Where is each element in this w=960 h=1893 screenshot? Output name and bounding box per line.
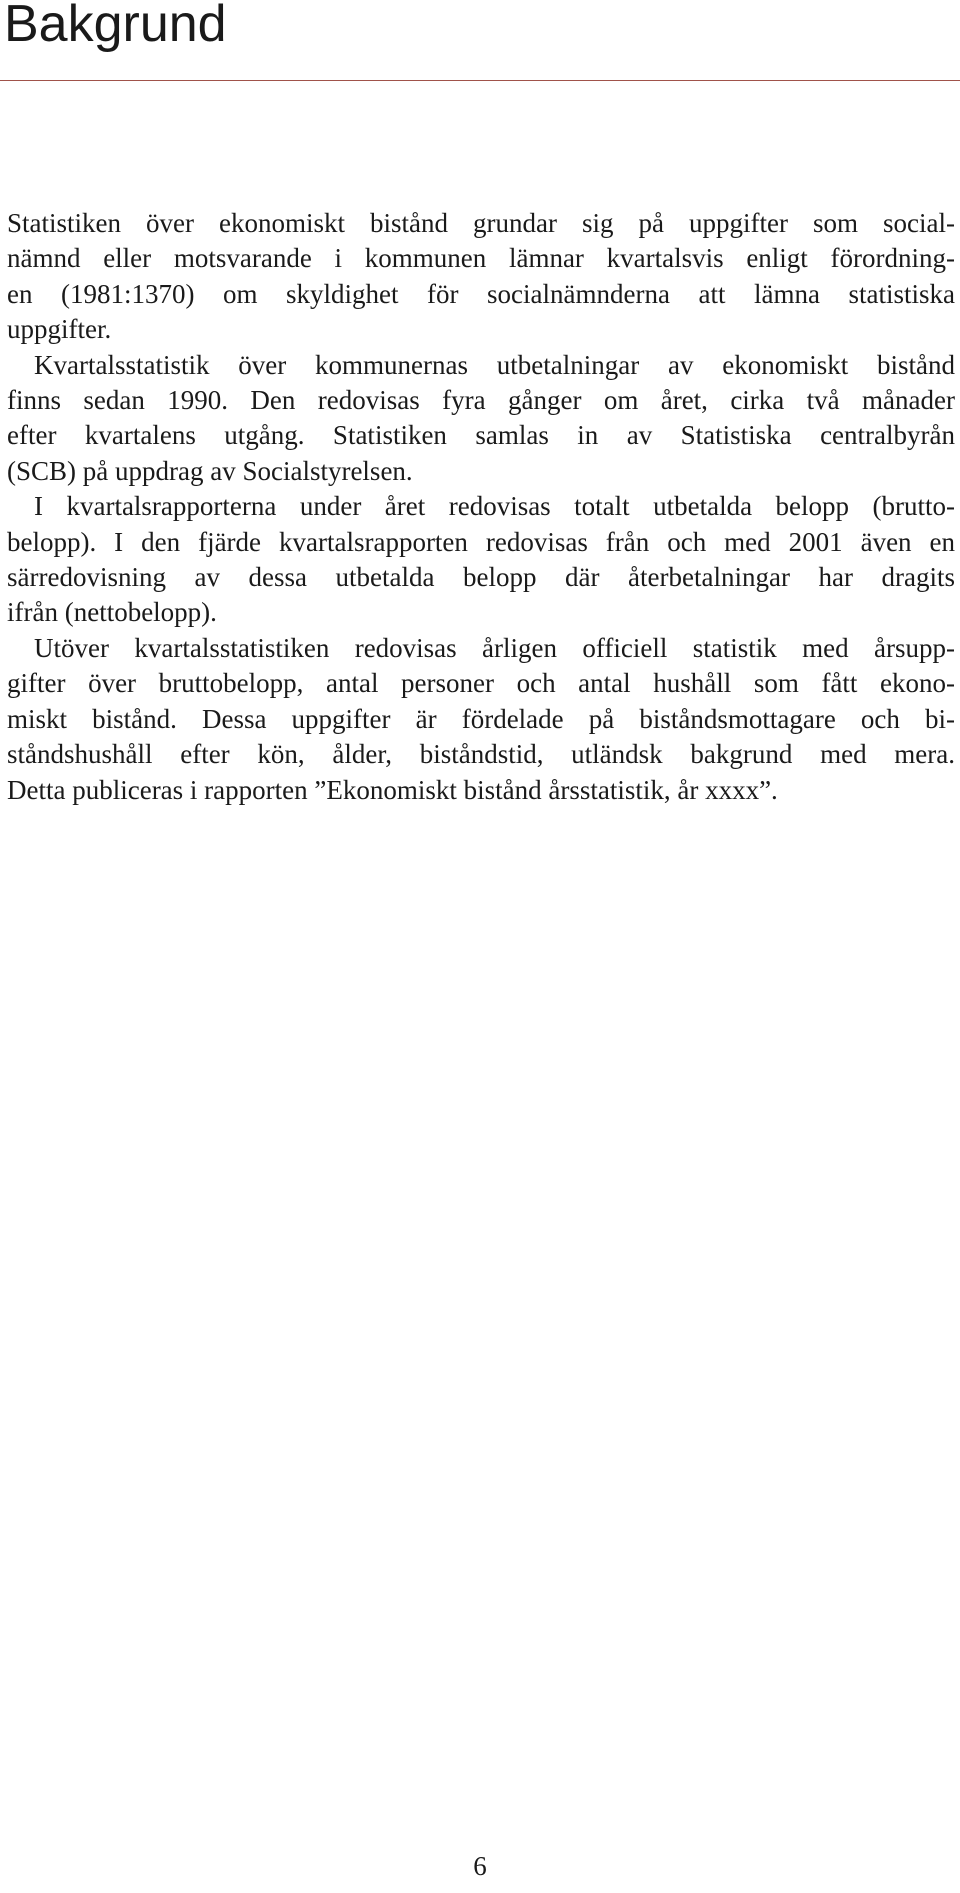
paragraph-1	[7, 206, 955, 348]
text-line: (SCB) på uppdrag av Socialstyrelsen.	[7, 455, 413, 486]
text-line: Utöver kvartalsstatistiken redovisas årligen officiell statistik med årsupp-	[34, 632, 955, 663]
text-line: belopp). I den fjärde kvartalsrapporten redovisas från och med 2001 även en	[7, 526, 955, 557]
text-line: särredovisning av dessa utbetalda belopp där återbetalningar har dragits	[7, 562, 955, 593]
text-line: gifter över bruttobelopp, antal personer och antal hushåll som fått ekono-	[7, 668, 955, 699]
text-line: finns sedan 1990. Den redovisas fyra gånger om året, cirka två månader	[7, 385, 955, 416]
text-line: en (1981:1370) om skyldighet för socialnämnderna att lämna statistiska	[7, 278, 955, 309]
text-line: ståndshushåll efter kön, ålder, biståndstid, utländsk bakgrund med mera.	[7, 739, 955, 770]
text-line: I kvartalsrapporterna under året redovisas totalt utbetalda belopp (brutto-	[34, 491, 955, 522]
text-line: efter kvartalens utgång. Statistiken samlas in av Statistiska centralbyrån	[7, 420, 955, 451]
paragraph-4	[7, 631, 955, 808]
text-line: Statistiken över ekonomiskt bistånd grundar sig på uppgifter som social-	[7, 208, 955, 238]
text-line: Kvartalsstatistik över kommunernas utbetalningar av ekonomiskt bistånd	[34, 349, 955, 380]
paragraph-3	[7, 489, 955, 631]
text-line: Detta publiceras i rapporten ”Ekonomiskt bistånd årsstatistik, år xxxx”.	[7, 774, 778, 805]
section-heading: Bakgrund	[4, 0, 227, 53]
body-text	[7, 206, 955, 808]
page-number: 6	[473, 1851, 487, 1881]
heading-rule	[0, 80, 960, 81]
text-line: miskt bistånd. Dessa uppgifter är fördelade på biståndsmottagare och bi-	[7, 703, 955, 734]
text-line: nämnd eller motsvarande i kommunen lämnar kvartalsvis enligt förordning-	[7, 243, 955, 274]
text-line: uppgifter.	[7, 314, 112, 345]
text-line: ifrån (nettobelopp).	[7, 597, 217, 628]
paragraph-2	[7, 348, 955, 490]
